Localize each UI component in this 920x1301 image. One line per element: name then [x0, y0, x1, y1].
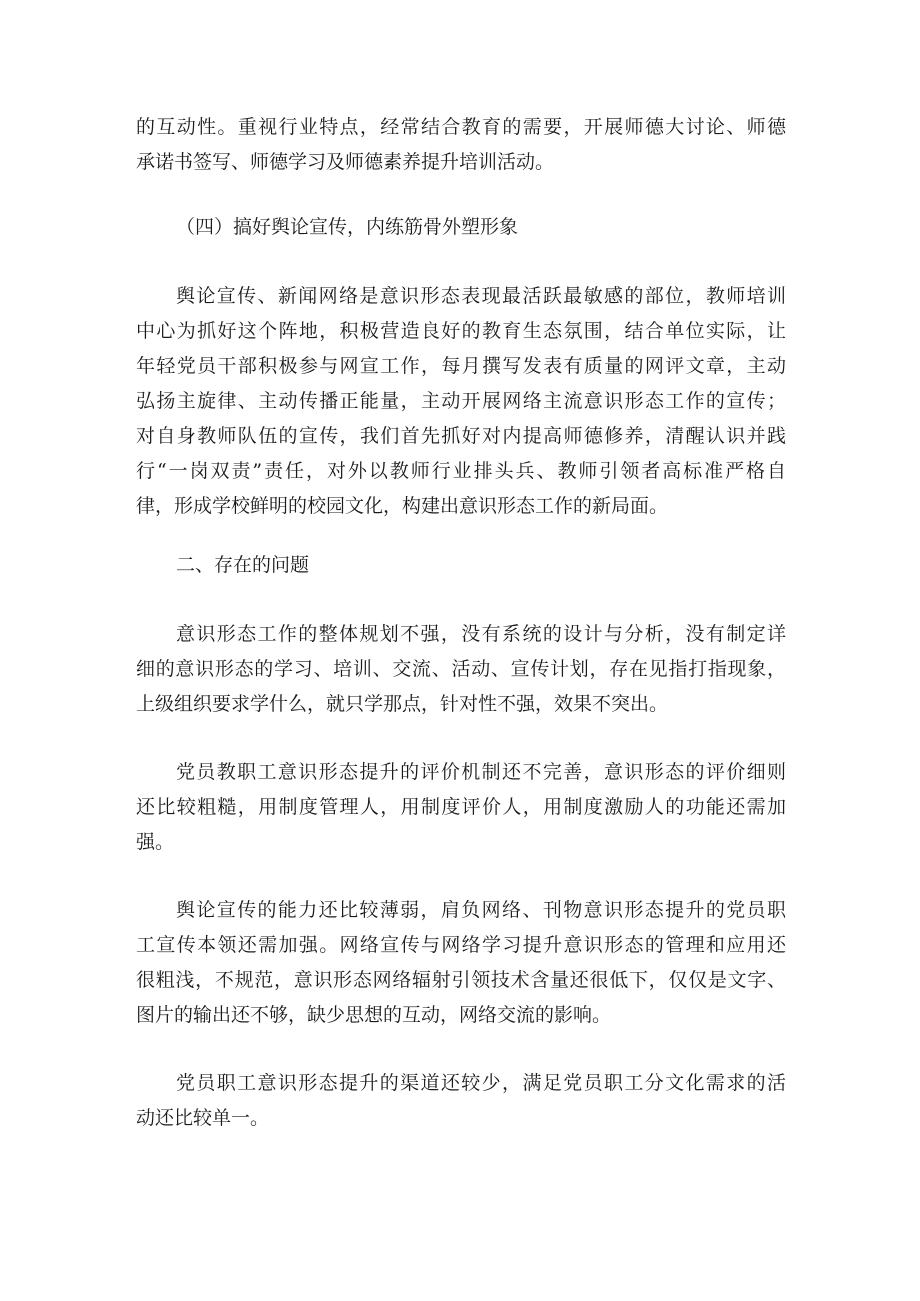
paragraph-line: 上级组织要求学什么，就只学那点，针对性不强，效果不突出。 — [136, 693, 669, 715]
paragraph-line: 行“一岗双责”责任，对外以教师行业排头兵、教师引领者高标准严格自 — [136, 460, 786, 482]
paragraph-line: 舆论宣传的能力还比较薄弱，肩负网络、刊物意识形态提升的党员职 — [176, 899, 786, 921]
paragraph-line: 动还比较单一。 — [136, 1107, 270, 1129]
paragraph-line: 工宣传本领还需加强。网络宣传与网络学习提升意识形态的管理和应用还 — [136, 934, 786, 956]
paragraph-line: 强。 — [136, 831, 175, 853]
paragraph-line: 的互动性。重视行业特点，经常结合教育的需要，开展师德大讨论、师德 — [136, 116, 786, 138]
paragraph-line: 图片的输出还不够，缺少思想的互动，网络交流的影响。 — [136, 1004, 612, 1026]
paragraph-line: 对自身教师队伍的宣传，我们首先抓好对内提高师德修养，清醒认识并践 — [136, 425, 786, 447]
paragraph-line: 还比较粗糙，用制度管理人，用制度评价人，用制度激励人的功能还需加 — [136, 796, 786, 818]
paragraph-line: 党员教职工意识形态提升的评价机制还不完善，意识形态的评价细则 — [176, 761, 786, 783]
paragraph-line: 律，形成学校鲜明的校园文化，构建出意识形态工作的新局面。 — [136, 495, 669, 517]
paragraph-line: 细的意识形态的学习、培训、交流、活动、宣传计划，存在见指打指现象， — [136, 658, 786, 680]
section-heading-4: （四）搞好舆论宣传，内练筋骨外塑形象 — [176, 216, 519, 238]
paragraph-line: 党员职工意识形态提升的渠道还较少，满足党员职工分文化需求的活 — [176, 1072, 786, 1094]
paragraph-line: 承诺书签写、师德学习及师德素养提升培训活动。 — [136, 151, 555, 173]
paragraph-line: 很粗浅，不规范，意识形态网络辐射引领技术含量还很低下，仅仅是文字、 — [136, 969, 786, 991]
section-heading-2: 二、存在的问题 — [176, 554, 310, 576]
paragraph-line: 舆论宣传、新闻网络是意识形态表现最活跃最敏感的部位，教师培训 — [176, 285, 786, 307]
paragraph-line: 年轻党员干部积极参与网宣工作，每月撰写发表有质量的网评文章，主动 — [136, 355, 786, 377]
paragraph-line: 意识形态工作的整体规划不强，没有系统的设计与分析，没有制定详 — [176, 623, 786, 645]
paragraph-line: 中心为抓好这个阵地，积极营造良好的教育生态氛围，结合单位实际，让 — [136, 320, 786, 342]
paragraph-line: 弘扬主旋律、主动传播正能量，主动开展网络主流意识形态工作的宣传； — [136, 390, 786, 412]
